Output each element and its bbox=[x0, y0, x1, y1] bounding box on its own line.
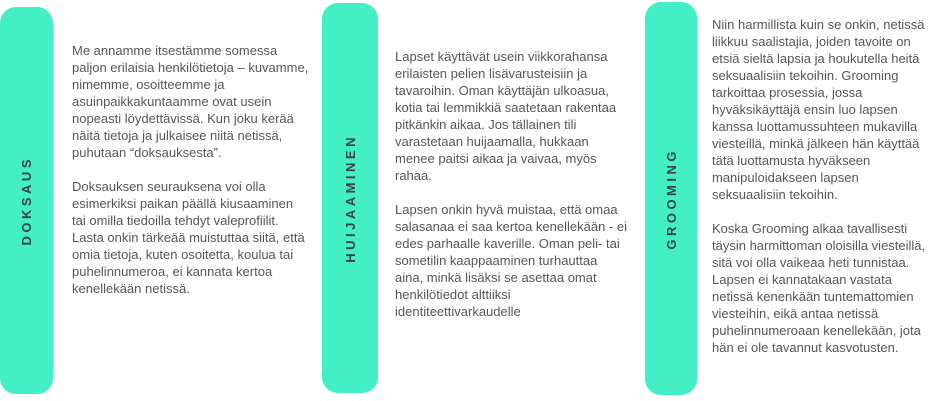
section-huijaaminen bbox=[322, 0, 627, 393]
huijaaminen-paragraph-2: Lapsen onkin hyvä muistaa, että omaa salasanaa ei saa kertoa kenellekään - ei edes parhaalle kaverille. Oman peli- tai sometilin kaappaaminen turhauttaa aina, minkä lisäksi se asettaa omat henkilötiedot alttiiksi identiteettivarkaudelle bbox=[395, 202, 627, 319]
grooming-paragraph-2: Koska Grooming alkaa tavallisesti täysin harmittoman oloisilla viesteillä, sitä voi olla vaikeaa heti tunnistaa. Lapsen ei kannatakaan vastata netissä kenenkään tuntemattomien viesteihin, eikä antaa netissä puhelinnumeroaan kenellekään, jota hän ei ole tavannut kasvotusten. bbox=[712, 221, 926, 355]
huijaaminen-section-label: HUIJAAMINEN bbox=[342, 133, 358, 263]
section-doksaus bbox=[0, 0, 310, 394]
grooming-paragraph-1: Niin harmillista kuin se onkin, netissä liikkuu saalistajia, joiden tavoite on etsiä sieltä lapsia ja houkutella heitä seksuaalisiin tekoihin. Grooming tarkoittaa prosessia, jossa hyväksikäyttäjä ensin luo lapsen kanssa luottamussuhteen mukavilla viesteillä, minkä jälkeen hän käyttää tätä luottamusta hyväkseen manipuloidakseen lapsen seksuaalisiin tekoihin. bbox=[712, 17, 925, 202]
huijaaminen-text-block bbox=[395, 0, 627, 320]
huijaaminen-paragraph-1: Lapset käyttävät usein viikkorahansa erilaisten pelien lisävarusteisiin ja tavaroihin. Oman käyttäjän ulkoasua, kotia tai lemmikkiä saatetaan rakentaa pitkänkin aikaa. Jos tällainen tili varastetaan huijaamalla, hukkaan menee paitsi aikaa ja vaivaa, myös rahaa. bbox=[395, 49, 617, 183]
grooming-pill-banner bbox=[645, 2, 697, 395]
doksaus-section-label: DOKSAUS bbox=[19, 155, 34, 246]
section-grooming bbox=[645, 0, 928, 395]
doksaus-pill-banner bbox=[0, 7, 53, 394]
doksaus-paragraph-2: Doksauksen seurauksena voi olla esimerkiksi paikan päällä kiusaaminen tai omilla tiedoilla tehdyt valeprofiilit. Lasta onkin tärkeää muistuttaa siitä, että omia tietoja, kuten osoitetta, koulua tai puhelinnumeroa, ei kannata kertoa kenellekään netissä. bbox=[72, 179, 305, 296]
doksaus-paragraph-1: Me annamme itsestämme somessa paljon erilaisia henkilötietoja – kuvamme, nimemme, osoitteemme ja asuinpaikkakuntaamme ovat usein nopeasti löydettävissä. Kun joku kerää näitä tietoja ja julkaisee niitä netissä, puhutaan “doksauksesta”. bbox=[72, 43, 309, 160]
doksaus-text-block bbox=[72, 0, 310, 297]
grooming-text-block bbox=[712, 0, 928, 356]
grooming-section-label: GROOMING bbox=[663, 147, 679, 250]
huijaaminen-pill-banner bbox=[322, 3, 378, 393]
